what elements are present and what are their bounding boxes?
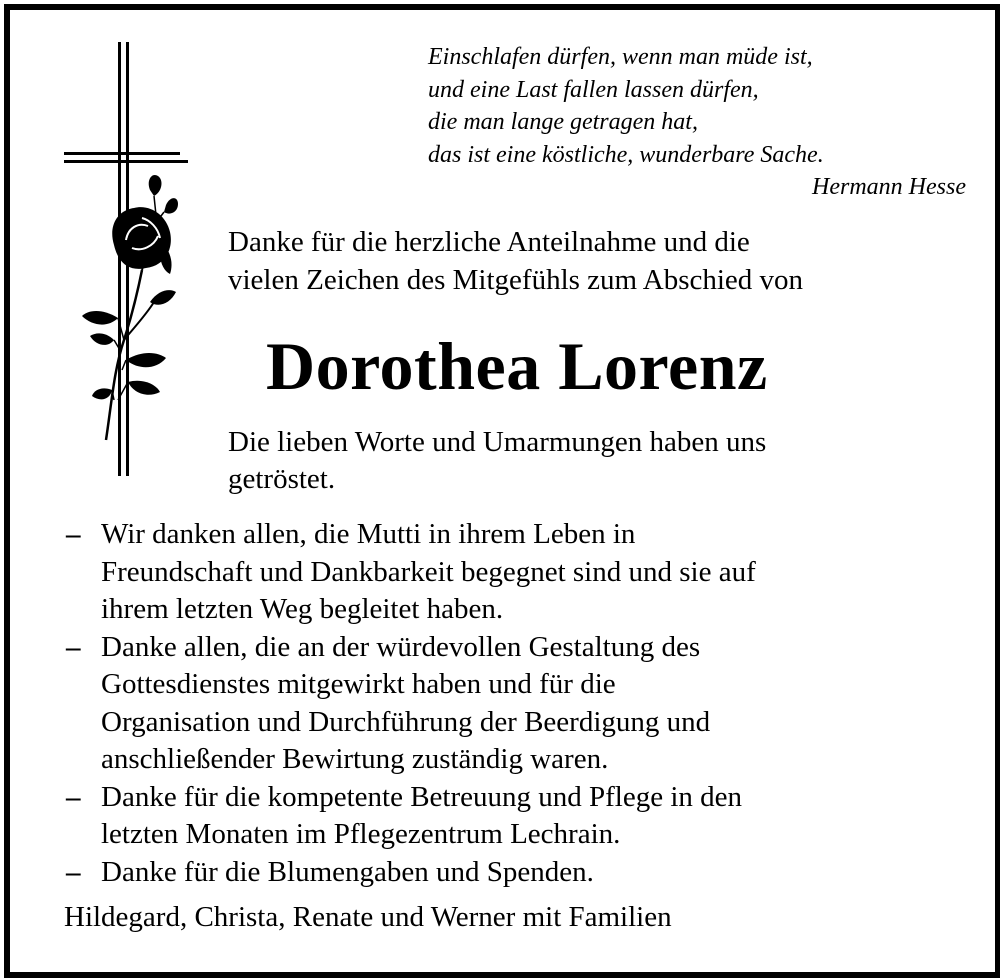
poem-line: das ist eine köstliche, wunderbare Sache.: [428, 141, 824, 168]
thanks-line: Organisation und Durchführung der Beerdigung und: [101, 705, 711, 738]
thanks-line: ihrem letzten Weg begleitet haben.: [101, 593, 504, 625]
poem-line: und eine Last fallen lassen dürfen,: [428, 76, 759, 103]
deceased-name: Dorothea Lorenz: [266, 328, 768, 404]
intro-line: vielen Zeichen des Mitgefühls zum Abschied von: [228, 264, 804, 296]
poem-quote: [428, 41, 966, 204]
thanks-line: Gottesdienstes mitgewirkt haben und für die: [101, 668, 616, 700]
thanks-line: Danke für die Blumengaben und Spenden.: [101, 855, 594, 888]
intro-line: Danke für die herzliche Anteilnahme und die: [228, 226, 750, 258]
poem-line: die man lange getragen hat,: [428, 109, 698, 135]
bullet-dash: –: [66, 630, 81, 663]
thanks-line: Danke für die kompetente Betreuung und Pflege in den: [101, 780, 743, 813]
thanks-line: anschließender Bewirtung zuständig waren.: [101, 743, 609, 775]
thanks-line: Danke allen, die an der würdevollen Gestaltung des: [101, 630, 701, 663]
thanks-line: letzten Monaten im Pflegezentrum Lechrain.: [101, 818, 621, 850]
thanks-item: [66, 854, 946, 892]
thanks-item: [66, 629, 946, 779]
poem-line: Einschlafen dürfen, wenn man müde ist,: [428, 44, 813, 70]
thanks-line: Wir danken allen, die Mutti in ihrem Leben in: [101, 518, 636, 550]
thanks-line: Freundschaft und Dankbarkeit begegnet sind und sie auf: [101, 555, 756, 588]
poem-author: Hermann Hesse: [812, 174, 966, 200]
intro-text: [228, 223, 803, 299]
thanks-list: [66, 516, 946, 891]
cross-with-rose-icon: [62, 40, 197, 480]
comfort-line: Die lieben Worte und Umarmungen haben uns: [228, 426, 767, 458]
bullet-dash: –: [66, 855, 81, 888]
bullet-dash: –: [66, 518, 81, 550]
thanks-item: [66, 516, 946, 629]
family-signature: Hildegard, Christa, Renate und Werner mit Familien: [64, 901, 672, 933]
comfort-line: getröstet.: [228, 463, 336, 495]
thanks-item: [66, 779, 946, 854]
comfort-text: [228, 424, 928, 498]
bullet-dash: –: [66, 780, 81, 813]
